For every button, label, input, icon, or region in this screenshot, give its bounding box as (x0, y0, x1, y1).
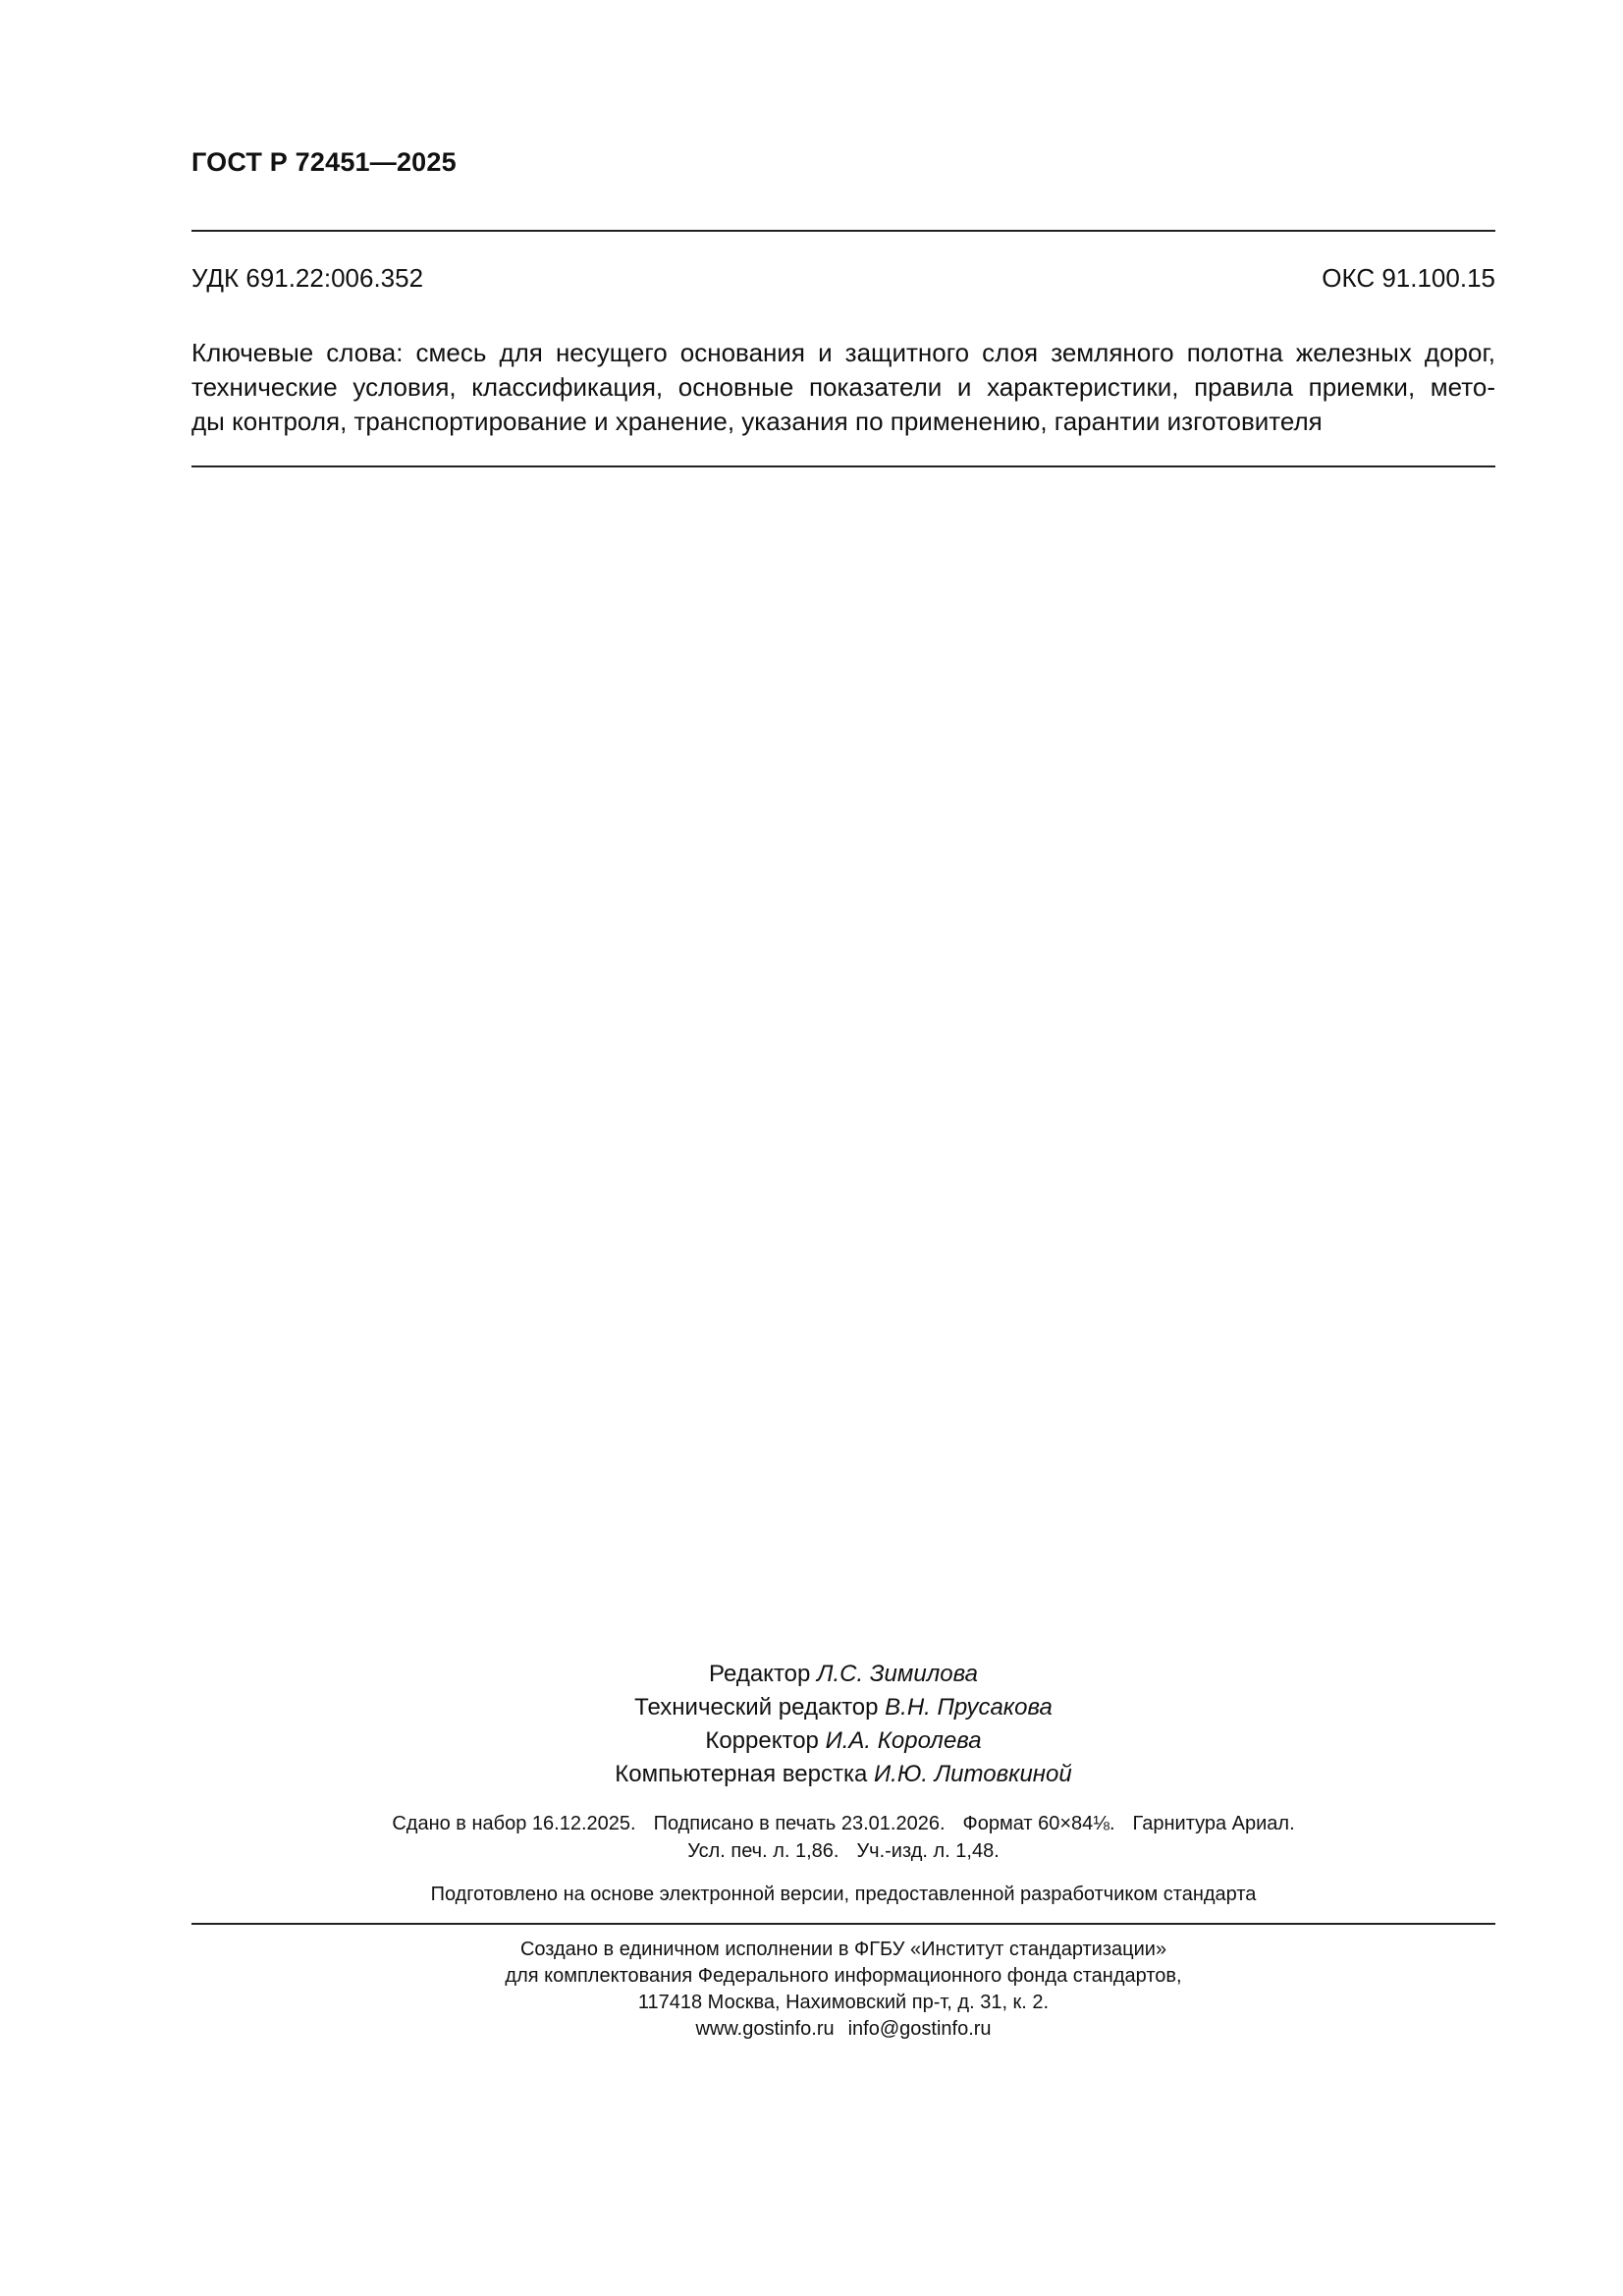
layout-role: Компьютерная верстка (615, 1761, 868, 1787)
keywords-divider (191, 465, 1495, 467)
editor-name: Л.С. Зимилова (817, 1661, 978, 1687)
proofreader-name: И.А. Королева (825, 1727, 982, 1754)
publisher-block (191, 1937, 1495, 2043)
credit-proofreader (191, 1724, 1495, 1758)
typeface: Гарнитура Ариал. (1132, 1813, 1295, 1834)
imprint-line-1 (191, 1810, 1495, 1837)
print-sheets: Усл. печ. л. 1,86. (687, 1840, 839, 1862)
proofreader-role: Корректор (705, 1727, 819, 1754)
publisher-address: 117418 Москва, Нахимовский пр-т, д. 31, к. 2. (637, 1992, 1050, 2013)
pub-sheets: Уч.-изд. л. 1,48. (856, 1840, 1000, 1862)
paper-format: Формат 60×84⅛. (962, 1813, 1115, 1834)
top-divider (191, 230, 1495, 232)
tech-editor-role: Технический редактор (634, 1694, 879, 1721)
publisher-contacts (191, 2016, 1495, 2043)
publisher-email-link[interactable]: info@gostinfo.ru (847, 2018, 992, 2040)
udk-code: УДК 691.22:006.352 (191, 263, 424, 293)
keywords-line-1: Ключевые слова: смесь для несущего основания и защитного слоя земляного полотна железных дорог, (191, 338, 1495, 367)
editor-role: Редактор (709, 1661, 811, 1687)
prepared-note: Подготовлено на основе электронной версии, предоставленной разработчиком стандарта (430, 1884, 1257, 1905)
keywords-line-3: ды контроля, транспортирование и хранение, указания по применению, гарантии изготовителя (191, 407, 1323, 436)
document-code: ГОСТ Р 72451—2025 (191, 147, 457, 177)
publisher-line-2: для комплектования Федерального информационного фонда стандартов, (505, 1965, 1182, 1987)
credits-block (191, 1658, 1495, 1791)
layout-name: И.Ю. Литовкиной (874, 1761, 1072, 1787)
imprint-line-2 (191, 1837, 1495, 1865)
credit-editor (191, 1658, 1495, 1691)
credit-layout (191, 1758, 1495, 1791)
credit-tech-editor (191, 1691, 1495, 1724)
keywords-line-2: технические условия, классификация, основные показатели и характеристики, правила приемки, мето- (191, 372, 1495, 402)
imprint-block (191, 1810, 1495, 1865)
signed-date: Подписано в печать 23.01.2026. (653, 1813, 946, 1834)
submitted-date: Сдано в набор 16.12.2025. (392, 1813, 636, 1834)
publisher-line-1: Создано в единичном исполнении в ФГБУ «Институт стандартизации» (519, 1939, 1167, 1960)
publisher-website-link[interactable]: www.gostinfo.ru (695, 2018, 835, 2040)
keywords-paragraph (191, 336, 1495, 439)
publisher-divider (191, 1923, 1495, 1925)
tech-editor-name: В.Н. Прусакова (885, 1694, 1053, 1721)
oks-code: ОКС 91.100.15 (1322, 263, 1495, 293)
